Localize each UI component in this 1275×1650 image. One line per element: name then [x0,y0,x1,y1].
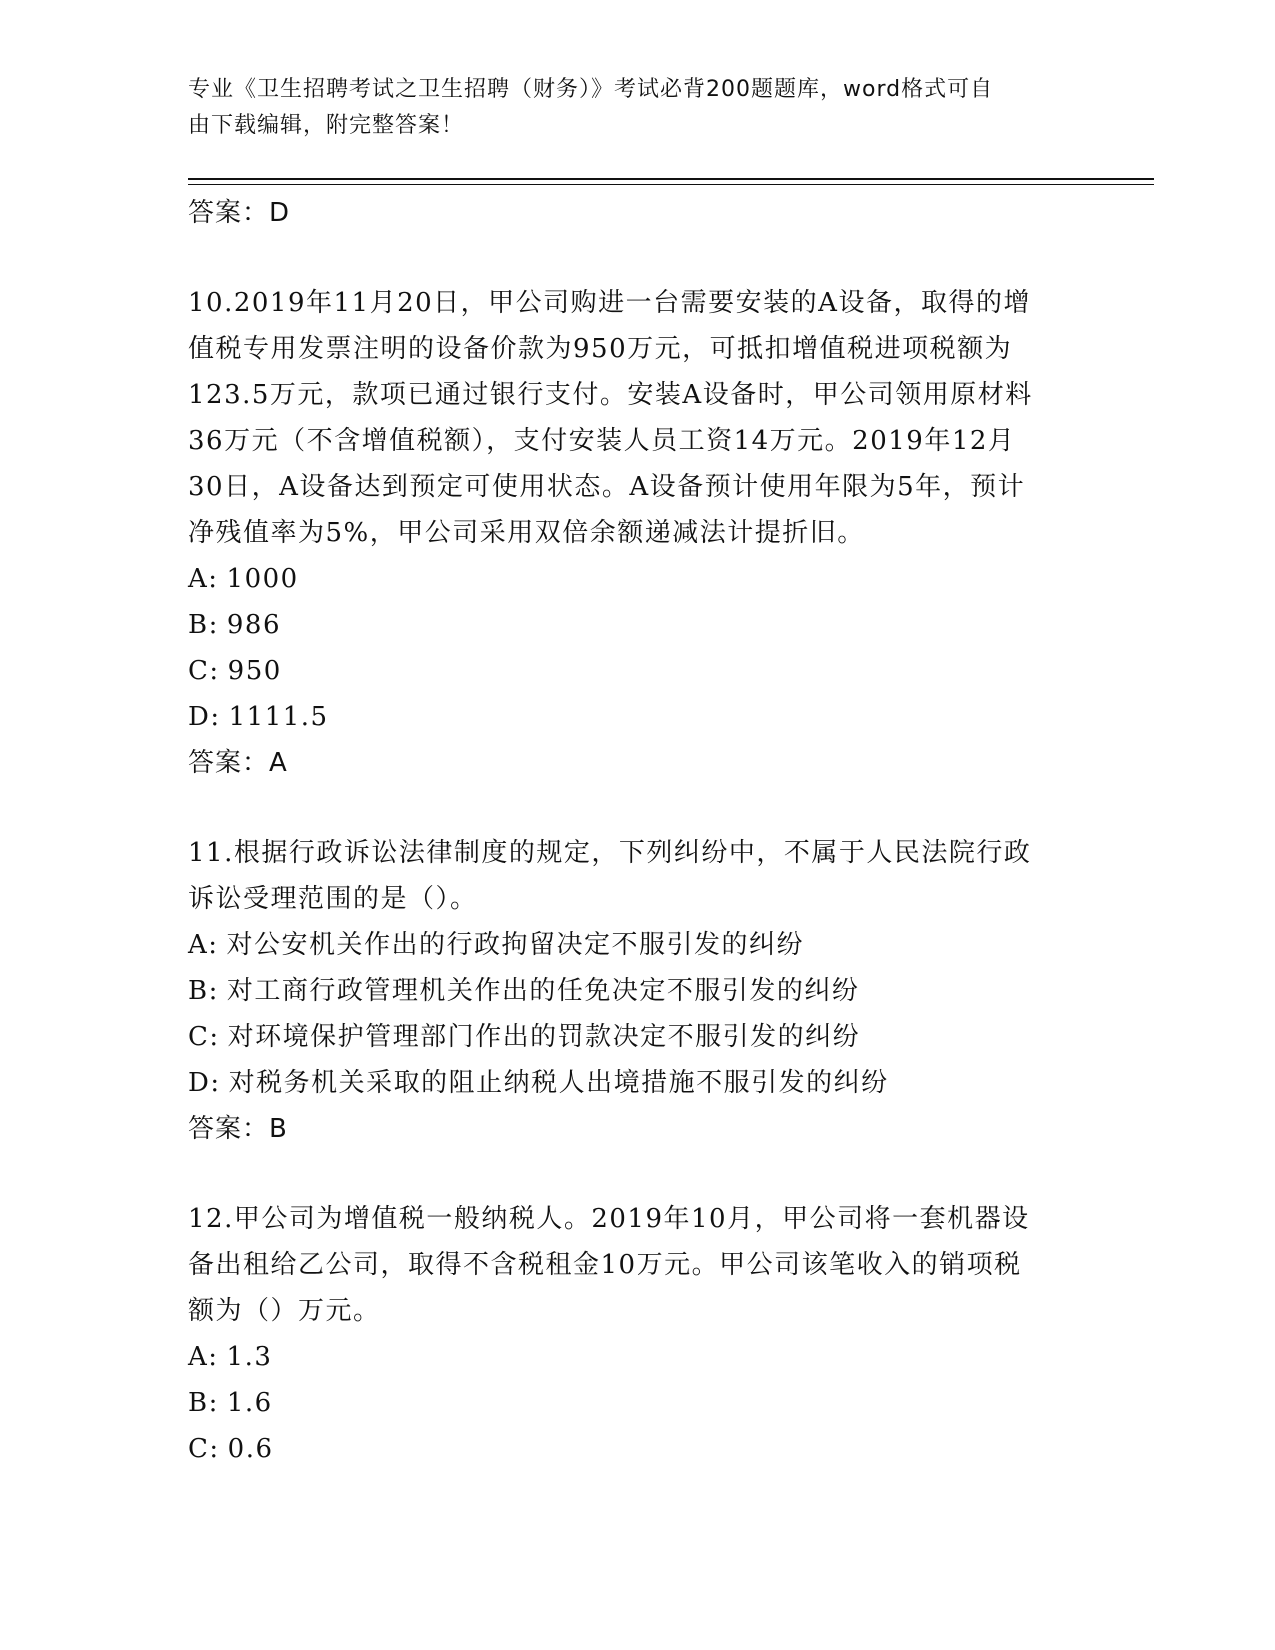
document-body [188,190,1088,1472]
option-a [188,556,1088,602]
option-b [188,602,1088,648]
document-header [188,72,1068,144]
option-label: A: [188,1342,219,1372]
option-text: 对工商行政管理机关作出的任免决定不服引发的纠纷 [226,976,860,1006]
option-c [188,1426,1088,1472]
header-line-1: 专业《卫生招聘考试之卫生招聘（财务）》考试必背200题题库，word格式可自 [188,77,994,102]
stem-line: 12.甲公司为增值税一般纳税人。2019年10月，甲公司将一套机器设 [188,1204,1030,1234]
option-text: 对税务机关采取的阻止纳税人出境措施不服引发的纠纷 [228,1068,889,1098]
stem-line: 净残值率为5%，甲公司采用双倍余额递减法计提折旧。 [188,518,865,548]
header-divider-thin [188,184,1154,185]
option-c [188,648,1088,694]
option-text: 1.6 [226,1388,273,1418]
option-b [188,968,1088,1014]
option-label: B: [188,1388,219,1418]
option-label: C: [188,656,220,686]
option-text: 986 [226,610,282,640]
option-d [188,1060,1088,1106]
option-a [188,1334,1088,1380]
stem-line: 额为（）万元。 [188,1296,381,1326]
stem-line: 值税专用发票注明的设备价款为950万元，可抵扣增值税进项税额为 [188,334,1013,364]
question-block [188,280,1088,786]
stem-line: 10.2019年11月20日，甲公司购进一台需要安装的A设备，取得的增 [188,288,1031,318]
stem-line: 36万元（不含增值税额），支付安装人员工资14万元。2019年12月 [188,426,1016,456]
option-a [188,922,1088,968]
option-label: D: [188,702,221,732]
header-line-2: 由下载编辑，附完整答案！ [188,113,465,138]
stem-line: 诉讼受理范围的是（）。 [188,884,478,914]
stem-line: 11.根据行政诉讼法律制度的规定，下列纠纷中，不属于人民法院行政 [188,838,1032,868]
question-stem [188,1196,1088,1334]
option-label: A: [188,564,219,594]
option-label: B: [188,976,219,1006]
option-label: C: [188,1434,220,1464]
stem-line: 123.5万元，款项已通过银行支付。安装A设备时，甲公司领用原材料 [188,380,1033,410]
option-c [188,1014,1088,1060]
option-b [188,1380,1088,1426]
question-answer: 答案：A [188,748,288,778]
question-answer: 答案：B [188,1114,288,1144]
option-text: 950 [227,656,282,686]
option-label: A: [188,930,219,960]
option-text: 1000 [226,564,299,594]
previous-answer: 答案：D [188,198,291,228]
spacer [188,1152,1088,1196]
option-text: 对环境保护管理部门作出的罚款决定不服引发的纠纷 [227,1022,861,1052]
option-text: 对公安机关作出的行政拘留决定不服引发的纠纷 [226,930,805,960]
option-text: 1.3 [226,1342,273,1372]
option-text: 0.6 [227,1434,274,1464]
question-stem [188,830,1088,922]
option-label: C: [188,1022,220,1052]
option-text: 1111.5 [228,702,329,732]
spacer [188,786,1088,830]
stem-line: 30日，A设备达到预定可使用状态。A设备预计使用年限为5年，预计 [188,472,1026,502]
option-label: D: [188,1068,221,1098]
option-d [188,694,1088,740]
spacer [188,236,1088,280]
option-label: B: [188,610,219,640]
header-divider-thick [188,178,1154,180]
stem-line: 备出租给乙公司，取得不含税租金10万元。甲公司该笔收入的销项税 [188,1250,1022,1280]
question-block [188,1196,1088,1472]
question-block [188,830,1088,1152]
question-stem [188,280,1088,556]
